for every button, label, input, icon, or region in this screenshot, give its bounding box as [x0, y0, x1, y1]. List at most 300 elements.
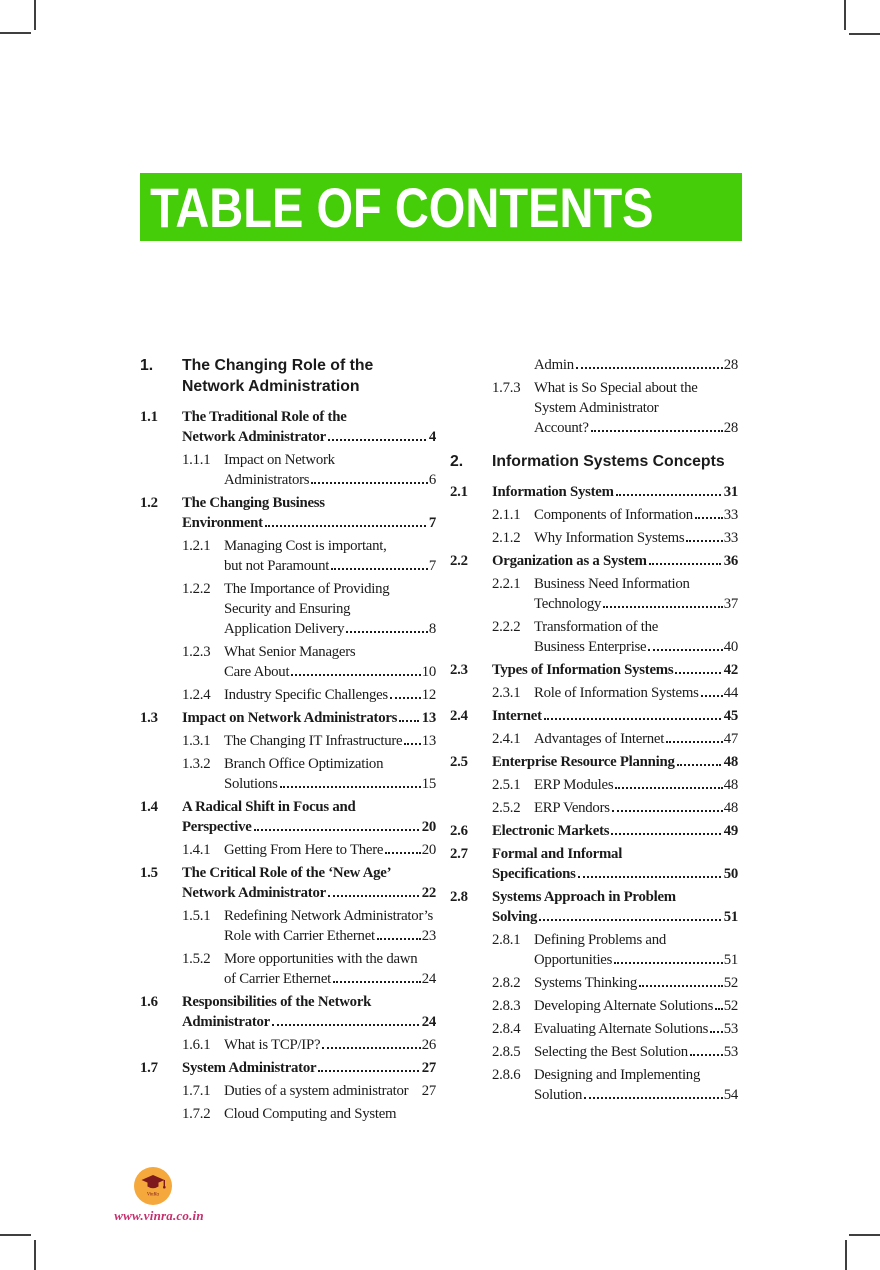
toc-entry-line: Security and Ensuring: [224, 601, 351, 617]
toc-entry-line: [534, 418, 738, 438]
toc-entry-line: Formal and Informal: [492, 846, 623, 862]
toc-entry-text: Information Systems Concepts: [492, 453, 725, 470]
toc-entry-text: ERP Vendors: [534, 800, 610, 816]
toc-entry-line: [534, 1042, 738, 1062]
toc-entry-text: of Carrier Ethernet: [224, 971, 331, 987]
toc-entry: [450, 451, 738, 472]
page-number: 27: [421, 1060, 436, 1076]
toc-entry-title: [492, 551, 738, 571]
dot-leader: [611, 833, 720, 835]
toc-entry-text: Getting From Here to There: [224, 842, 384, 858]
toc-entry-number: [492, 355, 534, 375]
page-number: 50: [723, 866, 738, 882]
toc-entry-line: [224, 556, 436, 576]
toc-entry-title: [182, 407, 436, 447]
toc-entry-text: Evaluating Alternate Solutions: [534, 1021, 709, 1037]
dot-leader: [328, 439, 426, 441]
page-number: 4: [428, 429, 436, 445]
toc-entry-title: [534, 1065, 738, 1105]
toc-entry-number: 2.7: [450, 846, 468, 862]
toc-entry-text: Types of Information Systems: [492, 662, 674, 678]
toc-entry: [140, 840, 436, 860]
toc-entry-line: [182, 883, 436, 903]
toc-entry-line: [224, 685, 436, 705]
toc-entry-title: [224, 579, 436, 639]
toc-entry-text: Account?: [534, 420, 589, 436]
toc-entry-line: [492, 551, 738, 571]
toc-entry-number: 2.: [450, 453, 464, 470]
toc-entry-title: [492, 451, 738, 472]
toc-entry-number: 1.5: [140, 865, 158, 881]
graduation-cap-icon: [134, 1167, 172, 1205]
toc-entry-line: Managing Cost is important,: [224, 538, 387, 554]
page-number: 48: [723, 777, 738, 793]
toc-entry-text: Electronic Markets: [492, 823, 610, 839]
toc-entry: [450, 706, 738, 726]
toc-entry-line: Transformation of the: [534, 619, 659, 635]
toc-entry-title: [182, 1058, 436, 1078]
dot-leader: [584, 1097, 723, 1099]
dot-leader: [701, 695, 723, 697]
toc-entry-title: [224, 1104, 436, 1124]
crop-mark: [845, 1240, 847, 1270]
toc-entry-number: 1.5.2: [182, 951, 211, 967]
page-number: 6: [428, 472, 436, 488]
toc-entry-title: [534, 729, 738, 749]
page-number: 13: [421, 710, 436, 726]
page-number: 49: [723, 823, 738, 839]
crop-mark: [34, 1240, 36, 1270]
dot-leader: [648, 649, 722, 651]
page-number: 28: [723, 420, 738, 436]
crop-mark: [849, 33, 880, 35]
toc-entry-title: [492, 706, 738, 726]
toc-entry-title: [224, 536, 436, 576]
page-number: 26: [421, 1037, 436, 1053]
toc-entry: [140, 407, 436, 447]
toc-entry: [140, 1035, 436, 1055]
toc-entry-line: [534, 1019, 738, 1039]
toc-entry-line: [492, 752, 738, 772]
toc-entry-line: The Critical Role of the ‘New Age’: [182, 865, 392, 881]
toc-entry-line: [492, 451, 738, 472]
toc-entry-text: Application Delivery: [224, 621, 345, 637]
toc-entry-number: 2.5: [450, 754, 468, 770]
dot-leader: [539, 919, 721, 921]
toc-entry: [450, 887, 738, 927]
crop-mark: [0, 1234, 31, 1236]
toc-entry-number: 1.5.1: [182, 908, 211, 924]
toc-entry-number: 1.4: [140, 799, 158, 815]
page-number: 53: [723, 1044, 738, 1060]
toc-entry-number: 2.2.1: [492, 576, 521, 592]
toc-entry-text: Solving: [492, 909, 538, 925]
dot-leader: [710, 1031, 723, 1033]
toc-entry: [140, 450, 436, 490]
toc-entry-text: Business Enterprise: [534, 639, 647, 655]
toc-entry-number: 1.2.2: [182, 581, 211, 597]
dot-leader: [695, 517, 723, 519]
toc-entry-line: [534, 775, 738, 795]
toc-entry-number: 1.2.1: [182, 538, 211, 554]
page-number: 22: [421, 885, 436, 901]
toc-entry-text: Network Administrator: [182, 885, 326, 901]
toc-entry-number: 2.4.1: [492, 731, 521, 747]
toc-entry-number: 2.1.2: [492, 530, 521, 546]
dot-leader: [603, 606, 723, 608]
toc-entry-number: 2.6: [450, 823, 468, 839]
toc-entry-title: [182, 493, 436, 533]
toc-entry-title: [492, 660, 738, 680]
toc-entry-line: [534, 528, 738, 548]
toc-entry: [140, 754, 436, 794]
toc-entry-title: [224, 731, 436, 751]
toc-entry-number: 2.8.5: [492, 1044, 521, 1060]
toc-entry-number: 1.7: [140, 1060, 158, 1076]
dot-leader: [614, 962, 723, 964]
toc-entry-number: 1.2.3: [182, 644, 211, 660]
page-number: 12: [421, 687, 436, 703]
toc-entry-title: [224, 949, 436, 989]
toc-entry-line: [224, 662, 436, 682]
page-number: 40: [723, 639, 738, 655]
toc-entry-line: The Traditional Role of the: [182, 409, 347, 425]
toc-entry-text: Environment: [182, 515, 263, 531]
toc-entry-text: Why Information Systems: [534, 530, 685, 546]
toc-entry: [140, 1104, 436, 1124]
toc-entry: [450, 1019, 738, 1039]
toc-entry: [450, 505, 738, 525]
dot-leader: [690, 1054, 723, 1056]
page-number: 24: [421, 971, 436, 987]
toc-entry-line: [492, 864, 738, 884]
toc-entry: [450, 729, 738, 749]
dot-leader: [686, 540, 722, 542]
toc-entry-title: [492, 752, 738, 772]
toc-entry-text: Care About: [224, 664, 290, 680]
dot-leader: [649, 563, 721, 565]
page-number: 13: [421, 733, 436, 749]
dot-leader: [331, 568, 428, 570]
page-number: 27: [421, 1083, 436, 1099]
toc-entry: [450, 973, 738, 993]
toc-entry-title: [182, 355, 436, 397]
toc-entry: [140, 731, 436, 751]
dot-leader: [291, 674, 420, 676]
toc-entry-text: Technology: [534, 596, 602, 612]
website-url: www.vinra.co.in: [114, 1208, 204, 1223]
toc-entry-line: [224, 840, 436, 860]
dot-leader: [616, 494, 721, 496]
toc-entry: [140, 1058, 436, 1078]
toc-entry-title: [224, 1035, 436, 1055]
toc-entry-line: The Importance of Providing: [224, 581, 390, 597]
page-number: 54: [723, 1087, 738, 1103]
toc-entry-line: [492, 482, 738, 502]
page-number: 33: [723, 507, 738, 523]
toc-entry: [140, 355, 436, 397]
toc-entry: [140, 949, 436, 989]
toc-entry-line: [492, 907, 738, 927]
dot-leader: [328, 895, 419, 897]
page-number: 28: [723, 357, 738, 373]
page-number: 31: [723, 484, 738, 500]
toc-entry: [450, 617, 738, 657]
toc-entry-text: Solutions: [224, 776, 278, 792]
toc-entry-line: [534, 594, 738, 614]
dot-leader: [280, 786, 421, 788]
page-number: 47: [723, 731, 738, 747]
toc-entry-line: Defining Problems and: [534, 932, 667, 948]
toc-entry: [450, 551, 738, 571]
toc-entry-title: [224, 840, 436, 860]
toc-entry: [450, 752, 738, 772]
toc-entry-title: [182, 863, 436, 903]
page-number: 20: [421, 842, 436, 858]
toc-entry-line: [224, 619, 436, 639]
dot-leader: [390, 697, 421, 699]
toc-entry-text: Enterprise Resource Planning: [492, 754, 675, 770]
toc-entry-number: 2.2: [450, 553, 468, 569]
toc-entry-number: 2.1.1: [492, 507, 521, 523]
page-number: 33: [723, 530, 738, 546]
toc-entry-text: Solution: [534, 1087, 583, 1103]
toc-entry: [140, 992, 436, 1032]
toc-entry-number: 1.2.4: [182, 687, 211, 703]
toc-entry: [450, 482, 738, 502]
toc-column-left: [140, 355, 436, 1127]
toc-entry-title: [224, 906, 436, 946]
toc-entry-line: [224, 969, 436, 989]
toc-entry-number: 2.3: [450, 662, 468, 678]
toc-entry-line: What Senior Managers: [224, 644, 356, 660]
dot-leader: [666, 741, 723, 743]
toc-entry-line: [492, 706, 738, 726]
toc-entry-line: [492, 660, 738, 680]
toc-entry-line: [182, 817, 436, 837]
toc-entry-line: [182, 1012, 436, 1032]
dot-leader: [576, 367, 723, 369]
toc-entry-line: [224, 731, 436, 751]
toc-entry-line: [534, 729, 738, 749]
toc-entry-text: Developing Alternate Solutions: [534, 998, 714, 1014]
toc-entry: [450, 930, 738, 970]
dot-leader: [639, 985, 723, 987]
crop-mark: [844, 0, 846, 30]
toc-entry: [140, 642, 436, 682]
toc-entry-text: Duties of a system administrator: [224, 1083, 409, 1099]
toc-entry-text: Opportunities: [534, 952, 613, 968]
toc-entry-title: [492, 821, 738, 841]
toc-entry: [450, 844, 738, 884]
toc-entry-title: [534, 798, 738, 818]
toc-entry-text: What is TCP/IP?: [224, 1037, 321, 1053]
dot-leader: [578, 876, 721, 878]
page-number: 51: [723, 909, 738, 925]
toc-entry-line: [534, 973, 738, 993]
page-title: TABLE OF CONTENTS: [150, 175, 654, 239]
toc-entry-line: [224, 1104, 436, 1124]
toc-entry-number: 2.3.1: [492, 685, 521, 701]
dot-leader: [265, 525, 426, 527]
dot-leader: [675, 672, 720, 674]
dot-leader: [322, 1047, 420, 1049]
toc-entry-title: [534, 617, 738, 657]
toc-entry-line: Designing and Implementing: [534, 1067, 701, 1083]
toc-entry-text: Network Administration: [182, 378, 360, 395]
dot-leader: [318, 1070, 418, 1072]
toc-entry-line: [224, 1035, 436, 1055]
toc-entry-text: Specifications: [492, 866, 576, 882]
toc-entry-number: 2.5.2: [492, 800, 521, 816]
toc-entry-line: Business Need Information: [534, 576, 690, 592]
toc-entry-line: A Radical Shift in Focus and: [182, 799, 356, 815]
crop-mark: [0, 32, 31, 34]
toc-entry-line: Redefining Network Administrator’s: [224, 908, 434, 924]
toc-entry-line: [534, 798, 738, 818]
toc-entry-number: 1.3.2: [182, 756, 211, 772]
toc-entry-number: 1.3.1: [182, 733, 211, 749]
toc-entry-number: 2.2.2: [492, 619, 521, 635]
toc-entry-line: Impact on Network: [224, 452, 335, 468]
toc-entry-title: [492, 887, 738, 927]
toc-entry: [450, 821, 738, 841]
toc-entry: [450, 798, 738, 818]
toc-entry-title: [534, 574, 738, 614]
toc-entry-line: [534, 1085, 738, 1105]
toc-entry-line: The Changing Business: [182, 495, 325, 511]
toc-entry-number: 1.1: [140, 409, 158, 425]
toc-entry-line: [534, 505, 738, 525]
toc-entry-title: [224, 450, 436, 490]
toc-entry-title: [534, 528, 738, 548]
toc-entry-title: [224, 754, 436, 794]
toc-entry-number: 2.8.2: [492, 975, 521, 991]
toc-entry-text: Selecting the Best Solution: [534, 1044, 688, 1060]
dot-leader: [410, 1093, 420, 1095]
toc-entry: [140, 708, 436, 728]
toc-entry-text: Advantages of Internet: [534, 731, 665, 747]
toc-entry-number: 2.8.3: [492, 998, 521, 1014]
page-number: 8: [428, 621, 436, 637]
toc-entry: [450, 355, 738, 375]
toc-entry-line: [182, 513, 436, 533]
toc-entry-number: 1.1.1: [182, 452, 211, 468]
toc-entry-text: Organization as a System: [492, 553, 647, 569]
toc-entry-title: [534, 378, 738, 438]
toc-entry-number: 1.6.1: [182, 1037, 211, 1053]
dot-leader: [385, 852, 420, 854]
toc-entry-line: [534, 683, 738, 703]
toc-header-bar: [140, 173, 742, 241]
toc-entry-number: 2.8.6: [492, 1067, 521, 1083]
toc-entry-title: [534, 505, 738, 525]
page-number: 24: [421, 1014, 436, 1030]
dot-leader: [612, 810, 723, 812]
toc-entry-text: Administrators: [224, 472, 310, 488]
toc-entry: [140, 493, 436, 533]
toc-entry-text: Components of Information: [534, 507, 693, 523]
toc-entry-text: Perspective: [182, 819, 252, 835]
dot-leader: [404, 743, 420, 745]
toc-entry-text: Administrator: [182, 1014, 270, 1030]
toc-entry-number: 1.7.1: [182, 1083, 211, 1099]
toc-entry-number: 1.4.1: [182, 842, 211, 858]
page-number: 48: [723, 800, 738, 816]
page-number: 45: [723, 708, 738, 724]
dot-leader: [311, 482, 428, 484]
toc-entry-title: [182, 708, 436, 728]
toc-entry: [450, 528, 738, 548]
toc-entry: [140, 797, 436, 837]
toc-entry-text: Impact on Network Administrators: [182, 710, 398, 726]
page-number: 7: [428, 515, 436, 531]
toc-entry-line: [224, 926, 436, 946]
toc-entry-title: [534, 683, 738, 703]
page-number: 48: [723, 754, 738, 770]
svg-text:VinRa: VinRa: [146, 1192, 160, 1198]
toc-entry-title: [534, 355, 738, 375]
toc-entry-text: The Changing IT Infrastructure: [224, 733, 403, 749]
toc-entry-title: [534, 930, 738, 970]
toc-entry-line: [224, 774, 436, 794]
toc-entry: [140, 579, 436, 639]
dot-leader: [399, 720, 419, 722]
toc-entry-line: [534, 996, 738, 1016]
toc-entry-text: ERP Modules: [534, 777, 614, 793]
page-number: 52: [723, 998, 738, 1014]
dot-leader: [615, 787, 722, 789]
dot-leader: [544, 718, 721, 720]
toc-entry-number: 2.8: [450, 889, 468, 905]
dot-leader: [591, 430, 723, 432]
page-number: 10: [421, 664, 436, 680]
toc-entry-line: Branch Office Optimization: [224, 756, 384, 772]
toc-entry-line: [182, 427, 436, 447]
toc-entry-number: 1.7.3: [492, 380, 521, 396]
toc-entry-text: Role with Carrier Ethernet: [224, 928, 375, 944]
page-number: 23: [421, 928, 436, 944]
toc-entry-title: [534, 996, 738, 1016]
toc-entry-title: [224, 685, 436, 705]
toc-entry-text: but not Paramount: [224, 558, 330, 574]
page-number: 15: [421, 776, 436, 792]
toc-entry: [450, 574, 738, 614]
toc-entry-title: [224, 642, 436, 682]
vinra-logo: [134, 1167, 172, 1205]
crop-mark: [849, 1234, 880, 1236]
dot-leader: [346, 631, 428, 633]
page-number: 20: [421, 819, 436, 835]
toc-entry-number: 1.3: [140, 710, 158, 726]
page-number: 42: [723, 662, 738, 678]
toc-entry-number: 1.6: [140, 994, 158, 1010]
toc-entry-title: [534, 973, 738, 993]
toc-entry-number: 2.5.1: [492, 777, 521, 793]
toc-entry-text: Internet: [492, 708, 542, 724]
toc-entry-title: [534, 1042, 738, 1062]
toc-entry-line: [224, 470, 436, 490]
toc-entry-text: Industry Specific Challenges: [224, 687, 388, 703]
toc-entry: [140, 863, 436, 903]
toc-entry-line: [182, 708, 436, 728]
toc-entry: [450, 683, 738, 703]
toc-entry: [450, 775, 738, 795]
toc-entry-text: Role of Information Systems: [534, 685, 699, 701]
toc-entry: [450, 1065, 738, 1105]
toc-entry-line: [534, 950, 738, 970]
toc-entry-line: Systems Approach in Problem: [492, 889, 676, 905]
